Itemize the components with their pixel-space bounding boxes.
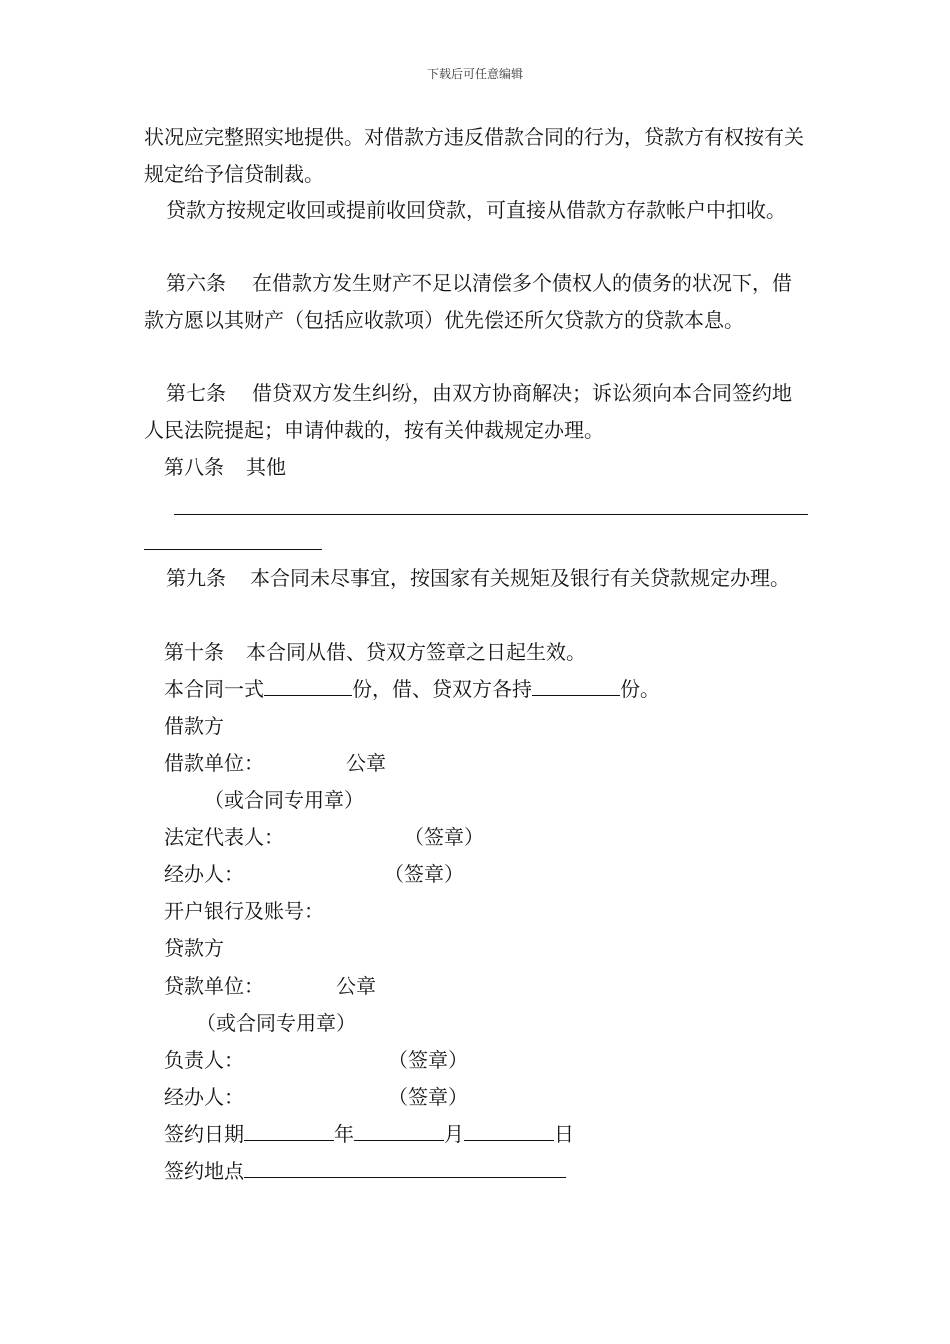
signing-year-label: 年	[334, 1122, 354, 1146]
fill-line-1	[174, 514, 808, 515]
borrower-unit-label: 借款单位：	[164, 751, 264, 775]
copies-each-label: 份，借、贷双方各持	[352, 677, 532, 701]
borrower-bank-label: 开户银行及账号：	[164, 899, 324, 923]
borrower-unit	[164, 745, 386, 782]
lender-unit	[164, 968, 376, 1005]
signing-date	[164, 1116, 574, 1153]
article-6	[144, 265, 808, 339]
borrower-heading: 借款方	[164, 714, 224, 738]
lender-agent-sign: （签章）	[388, 1085, 468, 1109]
lender-agent-label: 经办人：	[164, 1085, 244, 1109]
article-9	[144, 560, 808, 597]
borrower-agent-label: 经办人：	[164, 862, 244, 886]
signing-year-blank[interactable]	[244, 1122, 334, 1141]
article-7-body: 借贷双方发生纠纷，由双方协商解决；诉讼须向本合同签约地人民法院提起；申请仲裁的，按有关仲裁规定办理。	[144, 381, 792, 442]
paragraph-2: 贷款方按规定收回或提前收回贷款，可直接从借款方存款帐户中扣收。	[166, 198, 786, 222]
article-8	[164, 449, 286, 486]
article-6-title: 第六条	[166, 271, 226, 295]
copies-total-blank[interactable]	[264, 677, 352, 696]
article-9-body: 本合同未尽事宜，按国家有关规矩及银行有关贷款规定办理。	[250, 566, 790, 590]
fill-line-2	[144, 549, 322, 550]
lender-head	[164, 1042, 468, 1079]
article-9-title: 第九条	[166, 566, 226, 590]
lender-seal: 公章	[336, 974, 376, 998]
borrower-seal: 公章	[346, 751, 386, 775]
signing-date-label: 签约日期	[164, 1122, 244, 1146]
header-note: 下载后可任意编辑	[426, 67, 523, 81]
signing-place-label: 签约地点	[164, 1159, 244, 1183]
signing-day-blank[interactable]	[464, 1122, 554, 1141]
article-10-title: 第十条	[164, 640, 224, 664]
lender-seal-alt: （或合同专用章）	[196, 1011, 356, 1035]
lender-head-label: 负责人：	[164, 1048, 244, 1072]
article-10-body: 本合同从借、贷双方签章之日起生效。	[246, 640, 586, 664]
signing-day-label: 日	[554, 1122, 574, 1146]
copies-label: 本合同一式	[164, 677, 264, 701]
paragraph-1: 状况应完整照实地提供。对借款方违反借款合同的行为，贷款方有权按有关规定给予信贷制裁。	[144, 125, 804, 186]
copies-suffix: 份。	[620, 677, 660, 701]
lender-heading: 贷款方	[164, 936, 224, 960]
article-7-title: 第七条	[166, 381, 226, 405]
borrower-rep	[164, 819, 484, 856]
signing-place	[164, 1153, 566, 1190]
borrower-seal-alt: （或合同专用章）	[204, 788, 364, 812]
signing-month-label: 月	[444, 1122, 464, 1146]
borrower-agent-sign: （签章）	[384, 862, 464, 886]
borrower-rep-sign: （签章）	[404, 825, 484, 849]
article-8-title: 第八条	[164, 455, 224, 479]
article-6-body: 在借款方发生财产不足以清偿多个债权人的债务的状况下，借款方愿以其财产（包括应收款项）优先偿还所欠贷款方的贷款本息。	[144, 271, 792, 332]
signing-month-blank[interactable]	[354, 1122, 444, 1141]
copies-line	[164, 671, 660, 708]
article-7	[144, 375, 808, 449]
lender-head-sign: （签章）	[388, 1048, 468, 1072]
borrower-rep-label: 法定代表人：	[164, 825, 284, 849]
borrower-agent	[164, 856, 464, 893]
article-8-body: 其他	[246, 455, 286, 479]
signing-place-blank[interactable]	[244, 1159, 566, 1178]
copies-each-blank[interactable]	[532, 677, 620, 696]
lender-unit-label: 贷款单位：	[164, 974, 264, 998]
article-10	[164, 634, 586, 671]
lender-agent	[164, 1079, 468, 1116]
